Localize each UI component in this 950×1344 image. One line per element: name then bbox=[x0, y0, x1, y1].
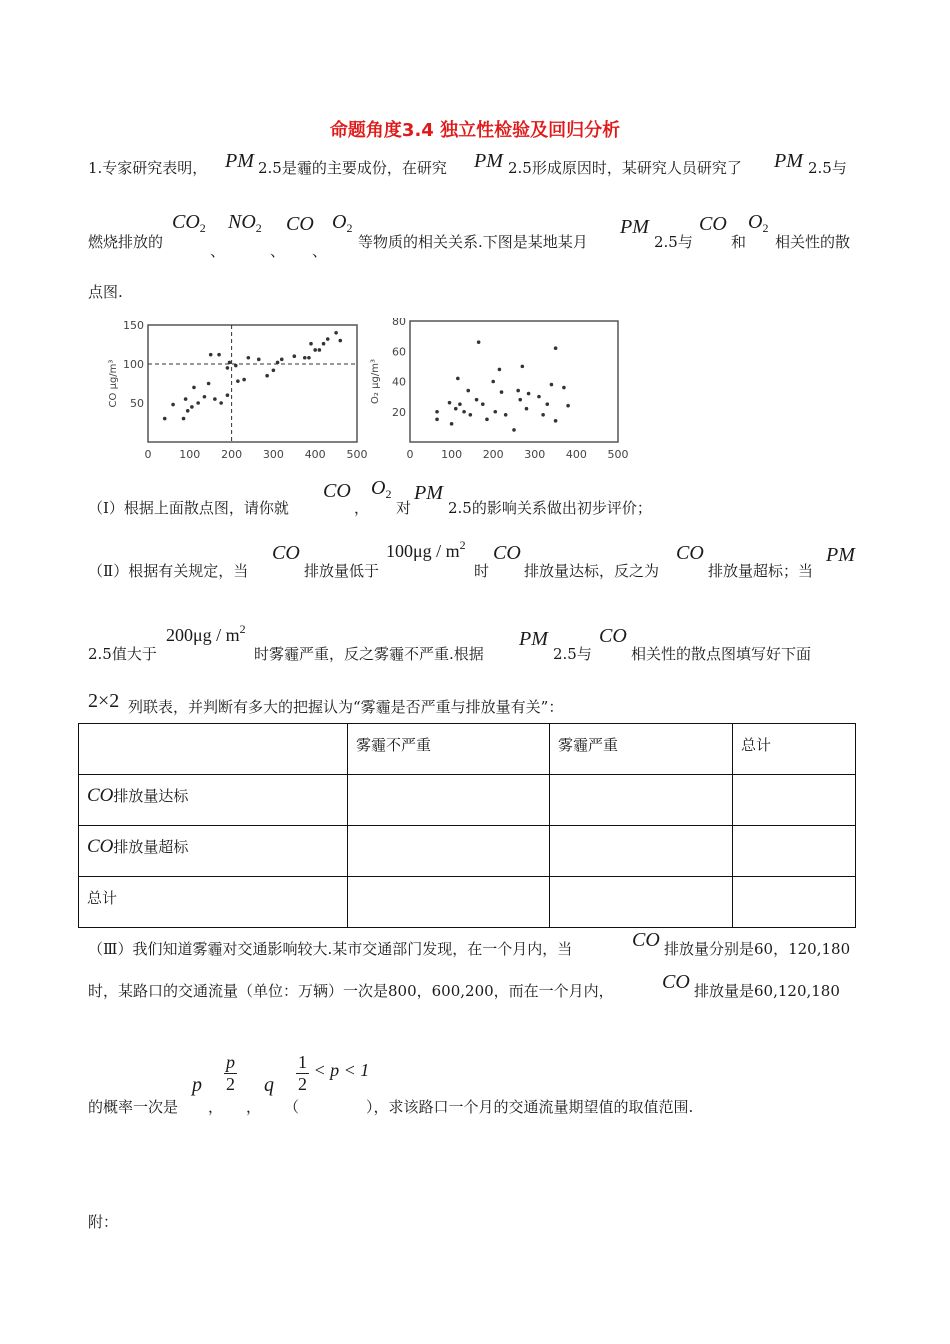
table-header-cell bbox=[79, 724, 348, 775]
table-row bbox=[79, 826, 856, 877]
part2-text: 列联表，并判断有多大的把握认为“雾霾是否严重与排放量有关”： bbox=[128, 698, 564, 716]
paren-open: （ bbox=[284, 1098, 300, 1116]
math-co: CO bbox=[272, 542, 300, 564]
table-cell bbox=[550, 826, 733, 877]
math-unit-200: $200\mu g / m^2$ bbox=[166, 622, 246, 645]
math-pm: PM bbox=[414, 482, 443, 504]
separator: ， bbox=[246, 1098, 262, 1116]
co-scatter-chart bbox=[100, 318, 370, 468]
math-2x2: 2×2 bbox=[88, 690, 120, 712]
x-tick-label: 100 bbox=[179, 448, 201, 461]
data-point bbox=[466, 389, 470, 393]
part1-text: 对 bbox=[396, 499, 412, 517]
data-point bbox=[184, 397, 188, 401]
data-point bbox=[504, 413, 508, 417]
math-o2: $O_2$ bbox=[748, 211, 769, 235]
para1-text: 和 bbox=[731, 233, 747, 251]
math-pm: PM bbox=[474, 150, 503, 172]
data-point bbox=[500, 390, 504, 394]
data-point bbox=[219, 401, 223, 405]
y-axis-label: CO μg/m³ bbox=[108, 359, 119, 408]
para1-text: 2.5形成原因时，某研究人员研究了 bbox=[508, 159, 742, 177]
plot-frame bbox=[148, 325, 357, 442]
x-tick-label: 300 bbox=[262, 448, 284, 461]
y-tick-label: 40 bbox=[392, 375, 406, 389]
data-point bbox=[322, 342, 326, 346]
table-cell bbox=[348, 775, 550, 826]
data-point bbox=[171, 403, 175, 407]
table-row-label: CO排放量超标 bbox=[79, 826, 348, 877]
data-point bbox=[469, 413, 473, 417]
data-point bbox=[481, 402, 485, 406]
separator: 、 bbox=[312, 242, 328, 260]
part2-text: 排放量达标，反之为 bbox=[524, 562, 660, 580]
data-point bbox=[537, 395, 541, 399]
part2-text: 排放量超标；当 bbox=[708, 562, 814, 580]
math-pm: PM bbox=[519, 628, 548, 650]
separator: ， bbox=[354, 499, 370, 517]
x-tick-label: 0 bbox=[144, 448, 152, 461]
data-point bbox=[163, 417, 167, 421]
data-point bbox=[196, 401, 200, 405]
x-tick-label: 400 bbox=[565, 448, 587, 461]
o2-scatter-chart bbox=[368, 318, 638, 468]
math-o2: $O_2$ bbox=[332, 211, 353, 235]
data-point bbox=[435, 410, 439, 414]
data-point bbox=[334, 331, 338, 335]
math-pm: PM bbox=[225, 150, 254, 172]
data-point bbox=[485, 418, 489, 422]
table-row bbox=[79, 775, 856, 826]
part3-text: ），求该路口一个月的交通流量期望值的取值范围. bbox=[366, 1098, 694, 1116]
data-point bbox=[512, 428, 516, 432]
data-point bbox=[280, 358, 284, 362]
math-no2: $NO_2$ bbox=[228, 211, 262, 235]
data-point bbox=[303, 356, 307, 360]
x-tick-label: 300 bbox=[524, 448, 546, 461]
math-co: CO bbox=[286, 213, 314, 235]
math-co: CO bbox=[632, 929, 660, 951]
part2-text: 2.5与 bbox=[553, 645, 592, 663]
data-point bbox=[525, 407, 529, 411]
data-point bbox=[226, 393, 230, 397]
data-point bbox=[293, 354, 297, 358]
table-cell bbox=[348, 877, 550, 928]
data-point bbox=[234, 364, 238, 368]
data-point bbox=[554, 419, 558, 423]
data-point bbox=[521, 365, 525, 369]
data-point bbox=[257, 358, 261, 362]
data-point bbox=[207, 382, 211, 386]
data-point bbox=[518, 398, 522, 402]
part3-text: 时，某路口的交通流量（单位：万辆）一次是800，600,200，而在一个月内， bbox=[88, 982, 614, 1000]
contingency-table bbox=[78, 723, 856, 928]
table-cell bbox=[733, 877, 856, 928]
para1-text: 2.5是霾的主要成份，在研究 bbox=[258, 159, 447, 177]
data-point bbox=[247, 356, 251, 360]
data-point bbox=[318, 348, 322, 352]
y-tick-label: 20 bbox=[392, 405, 406, 419]
table-header-cell: 雾霾严重 bbox=[550, 724, 733, 775]
part2-text: 时雾霾严重，反之雾霾不严重.根据 bbox=[254, 645, 484, 663]
part3-text: 排放量是60,120,180 bbox=[694, 982, 840, 1000]
math-co: CO bbox=[699, 213, 727, 235]
para1-text: 点图. bbox=[88, 283, 123, 301]
x-tick-label: 200 bbox=[221, 448, 243, 461]
x-tick-label: 0 bbox=[406, 448, 414, 461]
math-inequality: $\frac{1}{2}$ < p < 1 bbox=[298, 1052, 370, 1094]
math-pm: PM bbox=[620, 216, 649, 238]
data-point bbox=[541, 413, 545, 417]
data-point bbox=[477, 340, 481, 344]
table-header-row bbox=[79, 724, 856, 775]
data-point bbox=[209, 353, 213, 357]
math-co: CO bbox=[662, 971, 690, 993]
part1-text: （Ⅰ）根据上面散点图，请你就 bbox=[88, 499, 289, 517]
data-point bbox=[454, 407, 458, 411]
math-p: p bbox=[192, 1074, 202, 1096]
math-q: q bbox=[264, 1074, 274, 1096]
part3-text: （Ⅲ）我们知道雾霾对交通影响较大.某市交通部门发现，在一个月内，当 bbox=[88, 940, 573, 958]
table-cell bbox=[550, 877, 733, 928]
para1-text: 2.5与 bbox=[808, 159, 847, 177]
data-point bbox=[307, 356, 311, 360]
data-point bbox=[326, 337, 330, 341]
part2-text: 时 bbox=[474, 562, 490, 580]
math-o2: $O_2$ bbox=[371, 477, 392, 501]
data-point bbox=[562, 386, 566, 390]
math-co2: $CO_2$ bbox=[172, 211, 206, 235]
data-point bbox=[516, 389, 520, 393]
para1-text: 相关性的散 bbox=[775, 233, 851, 251]
plot-frame bbox=[410, 321, 618, 442]
math-co: CO bbox=[599, 625, 627, 647]
data-point bbox=[493, 410, 497, 414]
data-point bbox=[217, 353, 221, 357]
para1-text: 2.5与 bbox=[654, 233, 693, 251]
data-point bbox=[213, 397, 217, 401]
page-title: 命题角度3.4 独立性检验及回归分析 bbox=[329, 120, 621, 141]
y-tick-label: 80 bbox=[392, 318, 406, 328]
y-tick-label: 100 bbox=[123, 358, 144, 371]
table-cell bbox=[550, 775, 733, 826]
table-row-label: 总计 bbox=[79, 877, 348, 928]
table-cell bbox=[348, 826, 550, 877]
x-tick-label: 200 bbox=[482, 448, 504, 461]
appendix-label: 附： bbox=[88, 1213, 119, 1231]
data-point bbox=[491, 380, 495, 384]
math-pm: PM bbox=[826, 544, 855, 566]
data-point bbox=[527, 392, 531, 396]
data-point bbox=[475, 398, 479, 402]
data-point bbox=[190, 405, 194, 409]
para1-text: 等物质的相关关系.下图是某地某月 bbox=[358, 233, 588, 251]
part2-text: （Ⅱ）根据有关规定，当 bbox=[88, 562, 249, 580]
data-point bbox=[545, 402, 549, 406]
separator: 、 bbox=[210, 242, 226, 260]
table-header-cell: 总计 bbox=[733, 724, 856, 775]
x-tick-label: 100 bbox=[441, 448, 463, 461]
data-point bbox=[226, 366, 230, 370]
x-tick-label: 400 bbox=[304, 448, 326, 461]
data-point bbox=[186, 409, 190, 413]
data-point bbox=[182, 417, 186, 421]
data-point bbox=[566, 404, 570, 408]
data-point bbox=[458, 402, 462, 406]
data-point bbox=[242, 378, 246, 382]
data-point bbox=[550, 383, 554, 387]
data-point bbox=[435, 418, 439, 422]
data-point bbox=[309, 342, 313, 346]
data-point bbox=[554, 346, 558, 350]
data-point bbox=[228, 361, 232, 365]
data-point bbox=[236, 379, 240, 383]
separator: 、 bbox=[270, 242, 286, 260]
data-point bbox=[265, 374, 269, 378]
para1-text: 燃烧排放的 bbox=[88, 233, 164, 251]
table-row bbox=[79, 877, 856, 928]
math-p-over-2: $\frac{p}{2}$ bbox=[226, 1052, 235, 1094]
table-cell bbox=[733, 775, 856, 826]
data-point bbox=[276, 361, 280, 365]
table-header-cell: 雾霾不严重 bbox=[348, 724, 550, 775]
data-point bbox=[272, 368, 276, 372]
para1-text: 1.专家研究表明， bbox=[88, 159, 208, 177]
x-tick-label: 500 bbox=[346, 448, 368, 461]
part2-text: 2.5值大于 bbox=[88, 645, 157, 663]
data-point bbox=[313, 348, 317, 352]
part3-text: 的概率一次是 bbox=[88, 1098, 179, 1116]
y-tick-label: 50 bbox=[130, 397, 144, 410]
data-point bbox=[498, 368, 502, 372]
math-unit-100: $100\mu g / m^2$ bbox=[386, 538, 466, 561]
part2-text: 相关性的散点图填写好下面 bbox=[631, 645, 812, 663]
data-point bbox=[338, 339, 342, 343]
x-tick-label: 500 bbox=[607, 448, 629, 461]
part1-text: 2.5的影响关系做出初步评价； bbox=[448, 499, 652, 517]
separator: ， bbox=[208, 1098, 224, 1116]
data-point bbox=[192, 386, 196, 390]
y-axis-label: O₂ μg/m³ bbox=[370, 359, 381, 404]
math-co: CO bbox=[323, 480, 351, 502]
math-pm: PM bbox=[774, 150, 803, 172]
part2-text: 排放量低于 bbox=[304, 562, 380, 580]
math-co: CO bbox=[493, 542, 521, 564]
part3-text: 排放量分别是60，120,180 bbox=[664, 940, 851, 958]
y-tick-label: 60 bbox=[392, 345, 406, 359]
data-point bbox=[448, 401, 452, 405]
data-point bbox=[456, 377, 460, 381]
table-cell bbox=[733, 826, 856, 877]
data-point bbox=[203, 395, 207, 399]
data-point bbox=[450, 422, 454, 426]
table-row-label: CO排放量达标 bbox=[79, 775, 348, 826]
y-tick-label: 150 bbox=[123, 319, 144, 332]
data-point bbox=[462, 410, 466, 414]
math-co: CO bbox=[676, 542, 704, 564]
